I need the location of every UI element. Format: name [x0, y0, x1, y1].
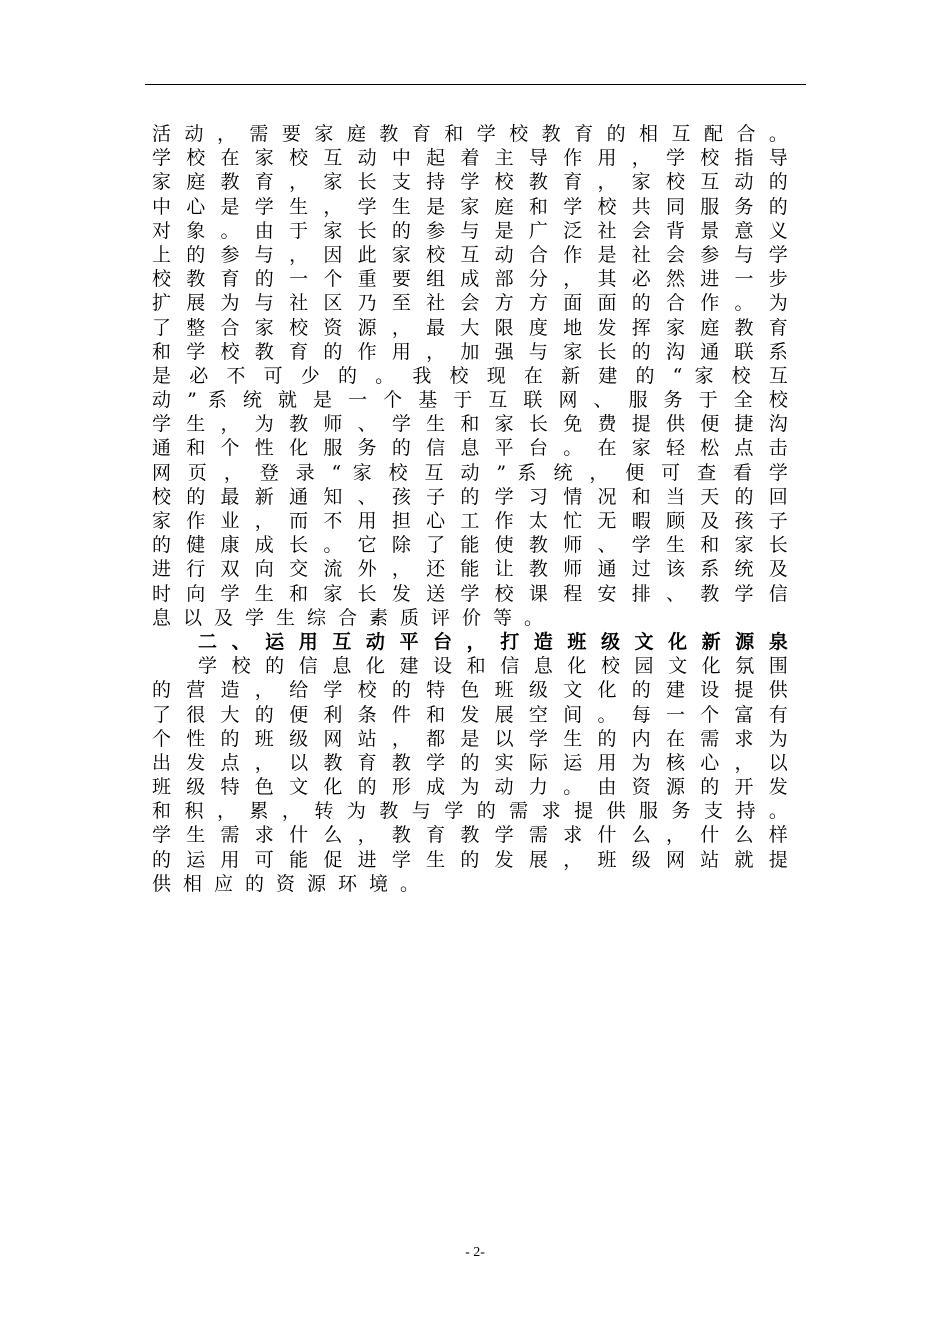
text-line: 上 的 参 与 ， 因 此 家 校 互 动 合 作 是 社 会 参 与 学 [152, 243, 788, 266]
document-body [152, 122, 788, 896]
text-line: 的 运 用 可 能 促 进 学 生 的 发 展 ， 班 级 网 站 就 提 [152, 848, 788, 871]
text-line: 个 性 的 班 级 网 站 ， 都 是 以 学 生 的 内 在 需 求 为 [152, 727, 788, 750]
text-line: 的 健 康 成 长 。 它 除 了 能 使 教 师 、 学 生 和 家 长 [152, 534, 788, 557]
text-line: 扩 展 为 与 社 区 乃 至 社 会 方 方 面 面 的 合 作 。 为 [152, 292, 788, 315]
text-line: 活 动 ， 需 要 家 庭 教 育 和 学 校 教 育 的 相 互 配 合 。 [152, 123, 788, 145]
text-line: 了 很 大 的 便 利 条 件 和 发 展 空 间 。 每 一 个 富 有 [152, 703, 788, 726]
text-line: 校 的 最 新 通 知 、 孩 子 的 学 习 情 况 和 当 天 的 回 [152, 485, 788, 508]
text-line: 息以及学生综合素质评价等。 [152, 606, 556, 629]
text-line: 出 发 点 ， 以 教 育 教 学 的 实 际 运 用 为 核 心 ， 以 [152, 751, 788, 774]
text-line: 学 生 需 求 什 么 ， 教 育 教 学 需 求 什 么 ， 什 么 样 [152, 824, 788, 847]
text-line: 的 营 造 ， 给 学 校 的 特 色 班 级 文 化 的 建 设 提 供 [152, 679, 788, 702]
text-line: 中 心 是 学 生 ， 学 生 是 家 庭 和 学 校 共 同 服 务 的 [152, 195, 788, 218]
text-line: 进 行 双 向 交 流 外 ， 还 能 让 教 师 通 过 该 系 统 及 [152, 558, 788, 581]
text-line: 了 整 合 家 校 资 源 ， 最 大 限 度 地 发 挥 家 庭 教 育 [152, 316, 788, 339]
text-line: 家 作 业 ， 而 不 用 担 心 工 作 太 忙 无 暇 顾 及 孩 子 [152, 510, 788, 532]
text-line: 网 页 ， 登 录 “ 家 校 互 动 ” 系 统 ， 便 可 查 看 学 [152, 461, 788, 484]
text-line: 和 学 校 教 育 的 作 用 ， 加 强 与 家 长 的 沟 通 联 系 [152, 340, 788, 363]
text-line: 学 校 在 家 校 互 动 中 起 着 主 导 作 用 ， 学 校 指 导 [152, 147, 788, 170]
header-rule [145, 84, 806, 85]
text-line: 对 象 。 由 于 家 长 的 参 与 是 广 泛 社 会 背 景 意 义 [152, 219, 788, 242]
page-number: - 2- [465, 1245, 485, 1260]
text-line: 和 积 ， 累 ， 转 为 教 与 学 的 需 求 提 供 服 务 支 持 。 [152, 800, 788, 823]
text-line: 学 校 的 信 息 化 建 设 和 信 息 化 校 园 文 化 氛 围 [198, 655, 788, 678]
text-line: 是 必 不 可 少 的 。 我 校 现 在 新 建 的 “ 家 校 互 [152, 364, 788, 387]
text-line: 学 生 ， 为 教 师 、 学 生 和 家 长 免 费 提 供 便 捷 沟 [152, 413, 788, 436]
text-line: 校 教 育 的 一 个 重 要 组 成 部 分 ， 其 必 然 进 一 步 [152, 268, 788, 291]
text-line: 供相应的资源环境。 [152, 872, 432, 895]
text-line: 家 庭 教 育 ， 家 长 支 持 学 校 教 育 ， 家 校 互 动 的 [152, 171, 788, 194]
text-line: 通 和 个 性 化 服 务 的 信 息 平 台 。 在 家 轻 松 点 击 [152, 437, 788, 460]
text-line: 动 ” 系 统 就 是 一 个 基 于 互 联 网 、 服 务 于 全 校 [152, 389, 788, 412]
text-line: 时 向 学 生 和 家 长 发 送 学 校 课 程 安 排 、 教 学 信 [152, 582, 788, 605]
section-heading: 二 、 运 用 互 动 平 台 ， 打 造 班 级 文 化 新 源 泉 [198, 630, 788, 653]
text-line: 班 级 特 色 文 化 的 形 成 为 动 力 。 由 资 源 的 开 发 [152, 776, 788, 799]
